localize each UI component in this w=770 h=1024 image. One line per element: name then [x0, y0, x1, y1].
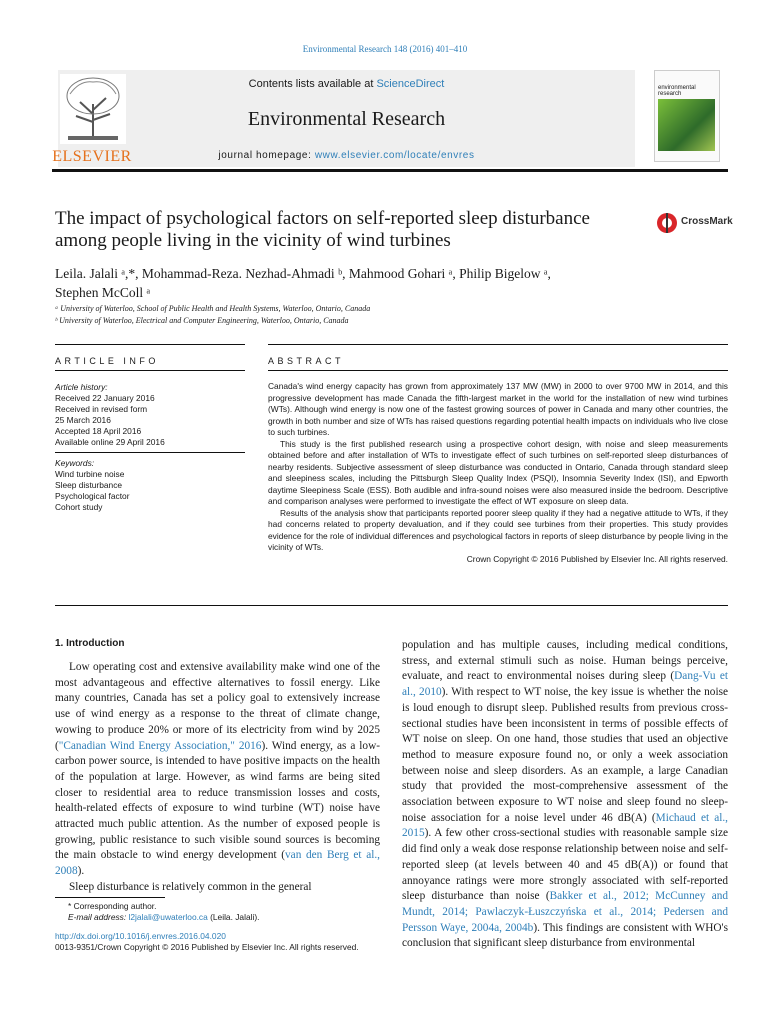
info-head-rule — [55, 370, 245, 371]
intro-paragraph: Low operating cost and extensive availability make wind one of the most advantageous and effective alternatives to fossil energy. Like many countries, Canada has set a policy goal to extensively increase use of wind energy as a response to the threat of climate change, wowing to produce 20% or more of its electricity from wind by 2025 ("Canadian Wind Energy Association," 2016). Wind energy, as a low-carbon power source, is intended to have positive impacts on the health of the population at large. However, as wind farms are being sited closer to residential area to reduce transmission losses and costs, health-related effects of exposure to wind turbine (WT) noise have attracted much public attention. As the number of exposed people is growing, public resistance to such visible sound sources is becoming the main obstacle to wind energy development (van den Berg et al., 2008). — [55, 661, 380, 878]
email-link[interactable]: l2jalali@uwaterloo.ca — [128, 912, 208, 922]
article-title: The impact of psychological factors on self-reported sleep disturbance among people living in the vicinity of wind turbines — [55, 208, 590, 251]
citation-link[interactable]: van den Berg et al., 2008 — [55, 849, 380, 878]
affiliations: ᵃ University of Waterloo, School of Public Health and Health Systems, Waterloo, Ontario, Canada ᵇ University of Waterloo, Electrical and Computer Engineering, Waterloo, Ontario, Canada — [55, 304, 371, 325]
abstract-paragraph: This study is the first published research using a prospective cohort design, with noise and sleep measurements obtained before and after installation of WTs to investigate effect of such turbines on self-reported sleep disturbances of nearby residents. Subjective assessment of sleep disturbance was conducted in Ontario, Canada through standard sleep and sleepiness scales, including the Pittsburgh Sleep Quality Index (PSQI), Insomnia Severity Index (ISI), and Epworth daytime Sleepiness Scale (ESS). Both audible and infra-sound noises were also measured inside the bedroom. Descriptive and comparison analyses were performed to investigate the effect of WT exposure on sleep data. — [268, 438, 728, 506]
keywords: Keywords: Wind turbine noise Sleep disturbance Psychological factor Cohort study — [55, 458, 130, 512]
footnote: * Corresponding author. E-mail address: l2jalali@uwaterloo.ca (Leila. Jalali). — [68, 901, 260, 922]
info-top-rule — [55, 344, 245, 345]
intro-paragraph: population and has multiple causes, including medical conditions, stress, and external stimuli such as noise. Human beings perceive, evaluate, and react to environmental noises during sleep (Dang-Vu et al., 2010). With respect to WT noise, the key issue is whether the noise is loud enough to disrupt sleep. Published results from previous cross-sectional studies have been inconsistent in terms of possible effects of WT noise on sleep. On one hand, those studies that used an objective method to measure exposure found no, or only a week association between noise and sleep disorders. As an example, a large Canadian study that provided the most-comprehensive assessment of the association between exposure to WT noise and sleep found no sleep-noise association for a noise level under 46 dB(A) (Michaud et al., 2015). A few other cross-sectional studies with reasonable sample size did find only a weak dose response relationship between noise and self-reported sleep (at levels between 40 and 45 dB(A)) or found that annoyance ratings were more strongly associated with self-reported sleep disturbance than noise (Bakker et al., 2012; McCunney and Mundt, 2014; Pawlaczyk-Łuszczyńska et al., 2014; Pedersen and Persson Waye, 2004a, 2004b). This findings are consistent with WHO's conclusion that significant sleep disturbance from environmental — [402, 639, 729, 950]
intro-paragraph: Sleep disturbance is relatively common in the general — [69, 880, 312, 893]
abstract-bottom-rule — [55, 605, 728, 606]
intro-right-column — [402, 638, 728, 952]
section-heading-introduction: 1. Introduction — [55, 638, 125, 649]
author-list: Leila. Jalali ᵃ,*, Mohammad-Reza. Nezhad-Ahmadi ᵇ, Mahmood Gohari ᵃ, Philip Bigelow ᵃ, Stephen McColl ᵃ — [55, 266, 551, 300]
homepage-link[interactable]: www.elsevier.com/locate/envres — [314, 150, 475, 161]
intro-left-column — [55, 660, 380, 896]
homepage-line: journal homepage: www.elsevier.com/locate/envres — [218, 150, 475, 161]
abstract-paragraph: Canada's wind energy capacity has grown from approximately 137 MW (MW) in 2000 to over 9700 MW in 2014, and this progressive development has made Canada the fifth-largest market in the world for the installation of new wind turbines (WTs). Although wind energy is now one of the fastest growing sources of power in Canada and many other countries, the growth in both number and size of WTs has raised questions regarding potential health impacts on individuals who live close to such turbines. — [268, 381, 728, 437]
citation-link[interactable]: Dang-Vu et al., 2010 — [402, 670, 728, 699]
footnote-rule — [55, 897, 165, 898]
journal-name: Environmental Research — [247, 108, 446, 130]
journal-cover-image — [654, 70, 720, 162]
header-rule — [52, 169, 728, 172]
contents-line: Contents lists available at ScienceDirect — [248, 78, 445, 90]
abstract-top-rule — [268, 344, 728, 345]
abstract-paragraph: Results of the analysis show that participants reported poorer sleep quality if they had a negative attitude to WTs, if they had concerns related to property devaluation, and if they could see turbines from their properties. This study provides evidence for the role of individual differences and psychological factors in reports of sleep disturbance by people living in the vicinity of WTs. — [268, 507, 728, 552]
crossmark-icon — [656, 212, 678, 234]
cover-graphic — [658, 99, 715, 151]
crossmark-badge[interactable]: CrossMark — [656, 212, 731, 234]
history-keywords-rule — [55, 452, 245, 453]
citation-link[interactable]: "Canadian Wind Energy Association," 2016 — [58, 739, 262, 752]
article-history: Article history: Received 22 January 2016 Received in revised form 25 March 2016 Accepted 18 April 2016 Available online 29 April 2016 — [55, 382, 165, 447]
citation-link[interactable]: Michaud et al., 2015 — [402, 811, 729, 840]
abstract-head-rule — [268, 370, 728, 371]
doi-link[interactable]: http://dx.doi.org/10.1016/j.envres.2016.04.020 — [55, 931, 226, 941]
article-info-heading: ARTICLE INFO — [55, 356, 159, 366]
journal-reference[interactable]: Environmental Research 148 (2016) 401–410 — [302, 44, 468, 54]
sciencedirect-link[interactable]: ScienceDirect — [376, 78, 445, 90]
publisher-name: ELSEVIER — [52, 148, 132, 165]
cover-title: environmental research — [658, 85, 696, 97]
abstract-heading: ABSTRACT — [268, 356, 345, 366]
citation-link[interactable]: Bakker et al., 2012; McCunney and Mundt, 2014; Pawlaczyk-Łuszczyńska et al., 2014; Pedersen and Persson Waye, 2004a, 2004b — [402, 890, 728, 934]
abstract-body — [268, 381, 728, 565]
doi-block: http://dx.doi.org/10.1016/j.envres.2016.04.020 0013-9351/Crown Copyright © 2016 Published by Elsevier Inc. All rights reserved. — [55, 931, 455, 953]
copyright-line: Crown Copyright © 2016 Published by Elsevier Inc. All rights reserved. — [466, 553, 728, 564]
